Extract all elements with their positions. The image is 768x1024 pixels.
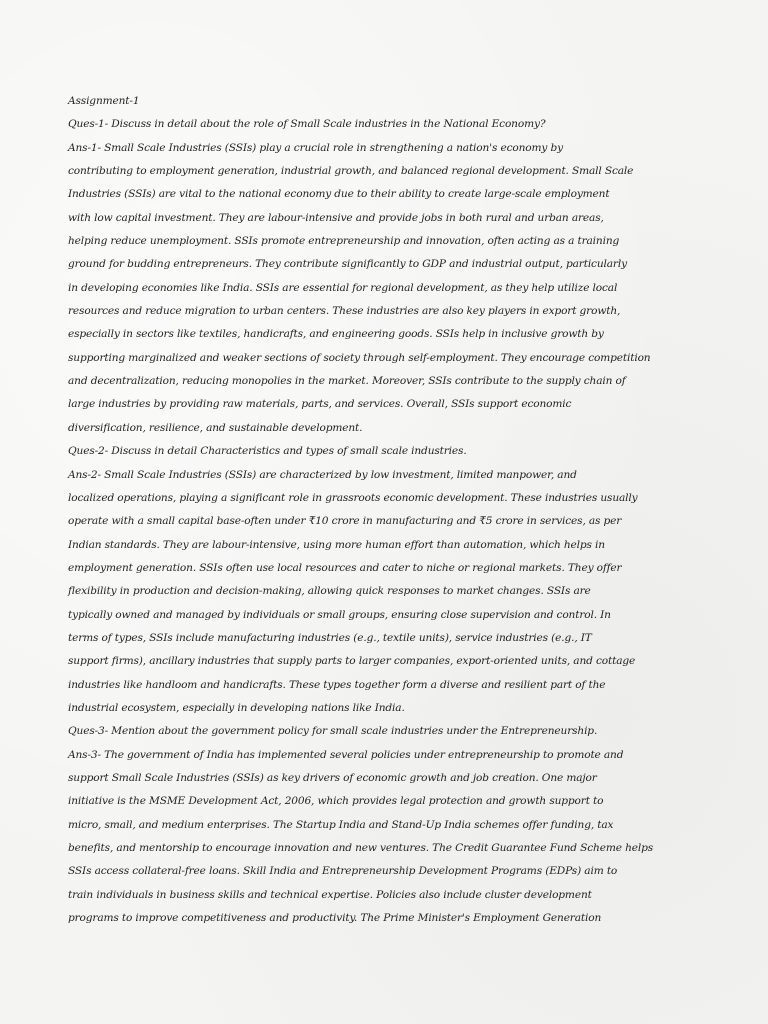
question-1: Ques-1- Discuss in detail about the role of Small Scale industries in the National Economy? <box>68 118 546 131</box>
question-2: Ques-2- Discuss in detail Characteristics and types of small scale industries. <box>68 445 467 458</box>
answer-2-line: localized operations, playing a significant role in grassroots economic development. These industries usually <box>68 491 638 504</box>
answer-1-line: diversification, resilience, and sustainable development. <box>68 421 363 434</box>
answer-1-line: contributing to employment generation, industrial growth, and balanced regional development. Small Scale <box>68 165 634 178</box>
answer-3-line: benefits, and mentorship to encourage innovation and new ventures. The Credit Guarantee Fund Scheme helps <box>68 842 654 854</box>
answer-2-line: operate with a small capital base-often under ₹10 crore in manufacturing and ₹5 crore in services, as per <box>68 515 622 528</box>
answer-2-line: typically owned and managed by individuals or small groups, ensuring close supervision and control. In <box>68 608 611 621</box>
answer-1-line: helping reduce unemployment. SSIs promote entrepreneurship and innovation, often acting as a training <box>68 235 620 248</box>
answer-2-line: employment generation. SSIs often use local resources and cater to niche or regional markets. They offer <box>68 561 622 574</box>
answer-1-line: large industries by providing raw materials, parts, and services. Overall, SSIs support economic <box>68 398 572 411</box>
answer-3-line: micro, small, and medium enterprises. The Startup India and Stand-Up India schemes offer funding, tax <box>68 818 614 831</box>
answer-2-line: terms of types, SSIs include manufacturing industries (e.g., textile units), service industries (e.g., IT <box>68 631 592 644</box>
assignment-text <box>68 90 728 930</box>
assignment-heading: Assignment-1 <box>68 95 140 107</box>
answer-1-line: resources and reduce migration to urban centers. These industries are also key players in export growth, <box>68 305 621 318</box>
answer-1-line: in developing economies like India. SSIs are essential for regional development, as they help utilize local <box>68 281 618 294</box>
answer-3-line: support Small Scale Industries (SSIs) as key drivers of economic growth and job creation. One major <box>68 771 597 784</box>
answer-1-line: with low capital investment. They are labour-intensive and provide jobs in both rural and urban areas, <box>68 211 604 224</box>
answer-2-line: industrial ecosystem, especially in developing nations like India. <box>68 701 405 714</box>
answer-3-line: SSIs access collateral-free loans. Skill India and Entrepreneurship Development Programs (EDPs) aim to <box>68 865 618 878</box>
answer-2-line: support firms), ancillary industries that supply parts to larger companies, export-oriented units, and cottage <box>68 655 636 668</box>
answer-1-line: and decentralization, reducing monopolies in the market. Moreover, SSIs contribute to the supply chain of <box>68 375 626 388</box>
answer-1-line: especially in sectors like textiles, handicrafts, and engineering goods. SSIs help in inclusive growth by <box>68 328 604 341</box>
answer-1-line: ground for budding entrepreneurs. They contribute significantly to GDP and industrial output, particularly <box>68 258 627 271</box>
answer-2-line: Ans-2- Small Scale Industries (SSIs) are characterized by low investment, limited manpower, and <box>68 468 577 481</box>
question-3: Ques-3- Mention about the government policy for small scale industries under the Entrepreneurship. <box>68 725 598 738</box>
answer-3-line: train individuals in business skills and technical expertise. Policies also include cluster development <box>68 888 592 901</box>
answer-3-line: programs to improve competitiveness and productivity. The Prime Minister's Employment Generation <box>68 912 602 925</box>
answer-2-line: industries like handloom and handicrafts. These types together form a diverse and resilient part of the <box>68 678 606 691</box>
answer-1-line: Ans-1- Small Scale Industries (SSIs) play a crucial role in strengthening a nation's economy by <box>68 141 563 154</box>
answer-3-line: Ans-3- The government of India has implemented several policies under entrepreneurship to promote and <box>68 748 624 761</box>
answer-1-line: supporting marginalized and weaker sections of society through self-employment. They encourage competition <box>68 351 651 364</box>
answer-1-line: Industries (SSIs) are vital to the national economy due to their ability to create large-scale employment <box>68 188 610 201</box>
answer-2-line: flexibility in production and decision-making, allowing quick responses to market changes. SSIs are <box>68 585 591 598</box>
answer-3-line: initiative is the MSME Development Act, 2006, which provides legal protection and growth support to <box>68 795 604 808</box>
answer-2-line: Indian standards. They are labour-intensive, using more human effort than automation, which helps in <box>68 538 605 551</box>
